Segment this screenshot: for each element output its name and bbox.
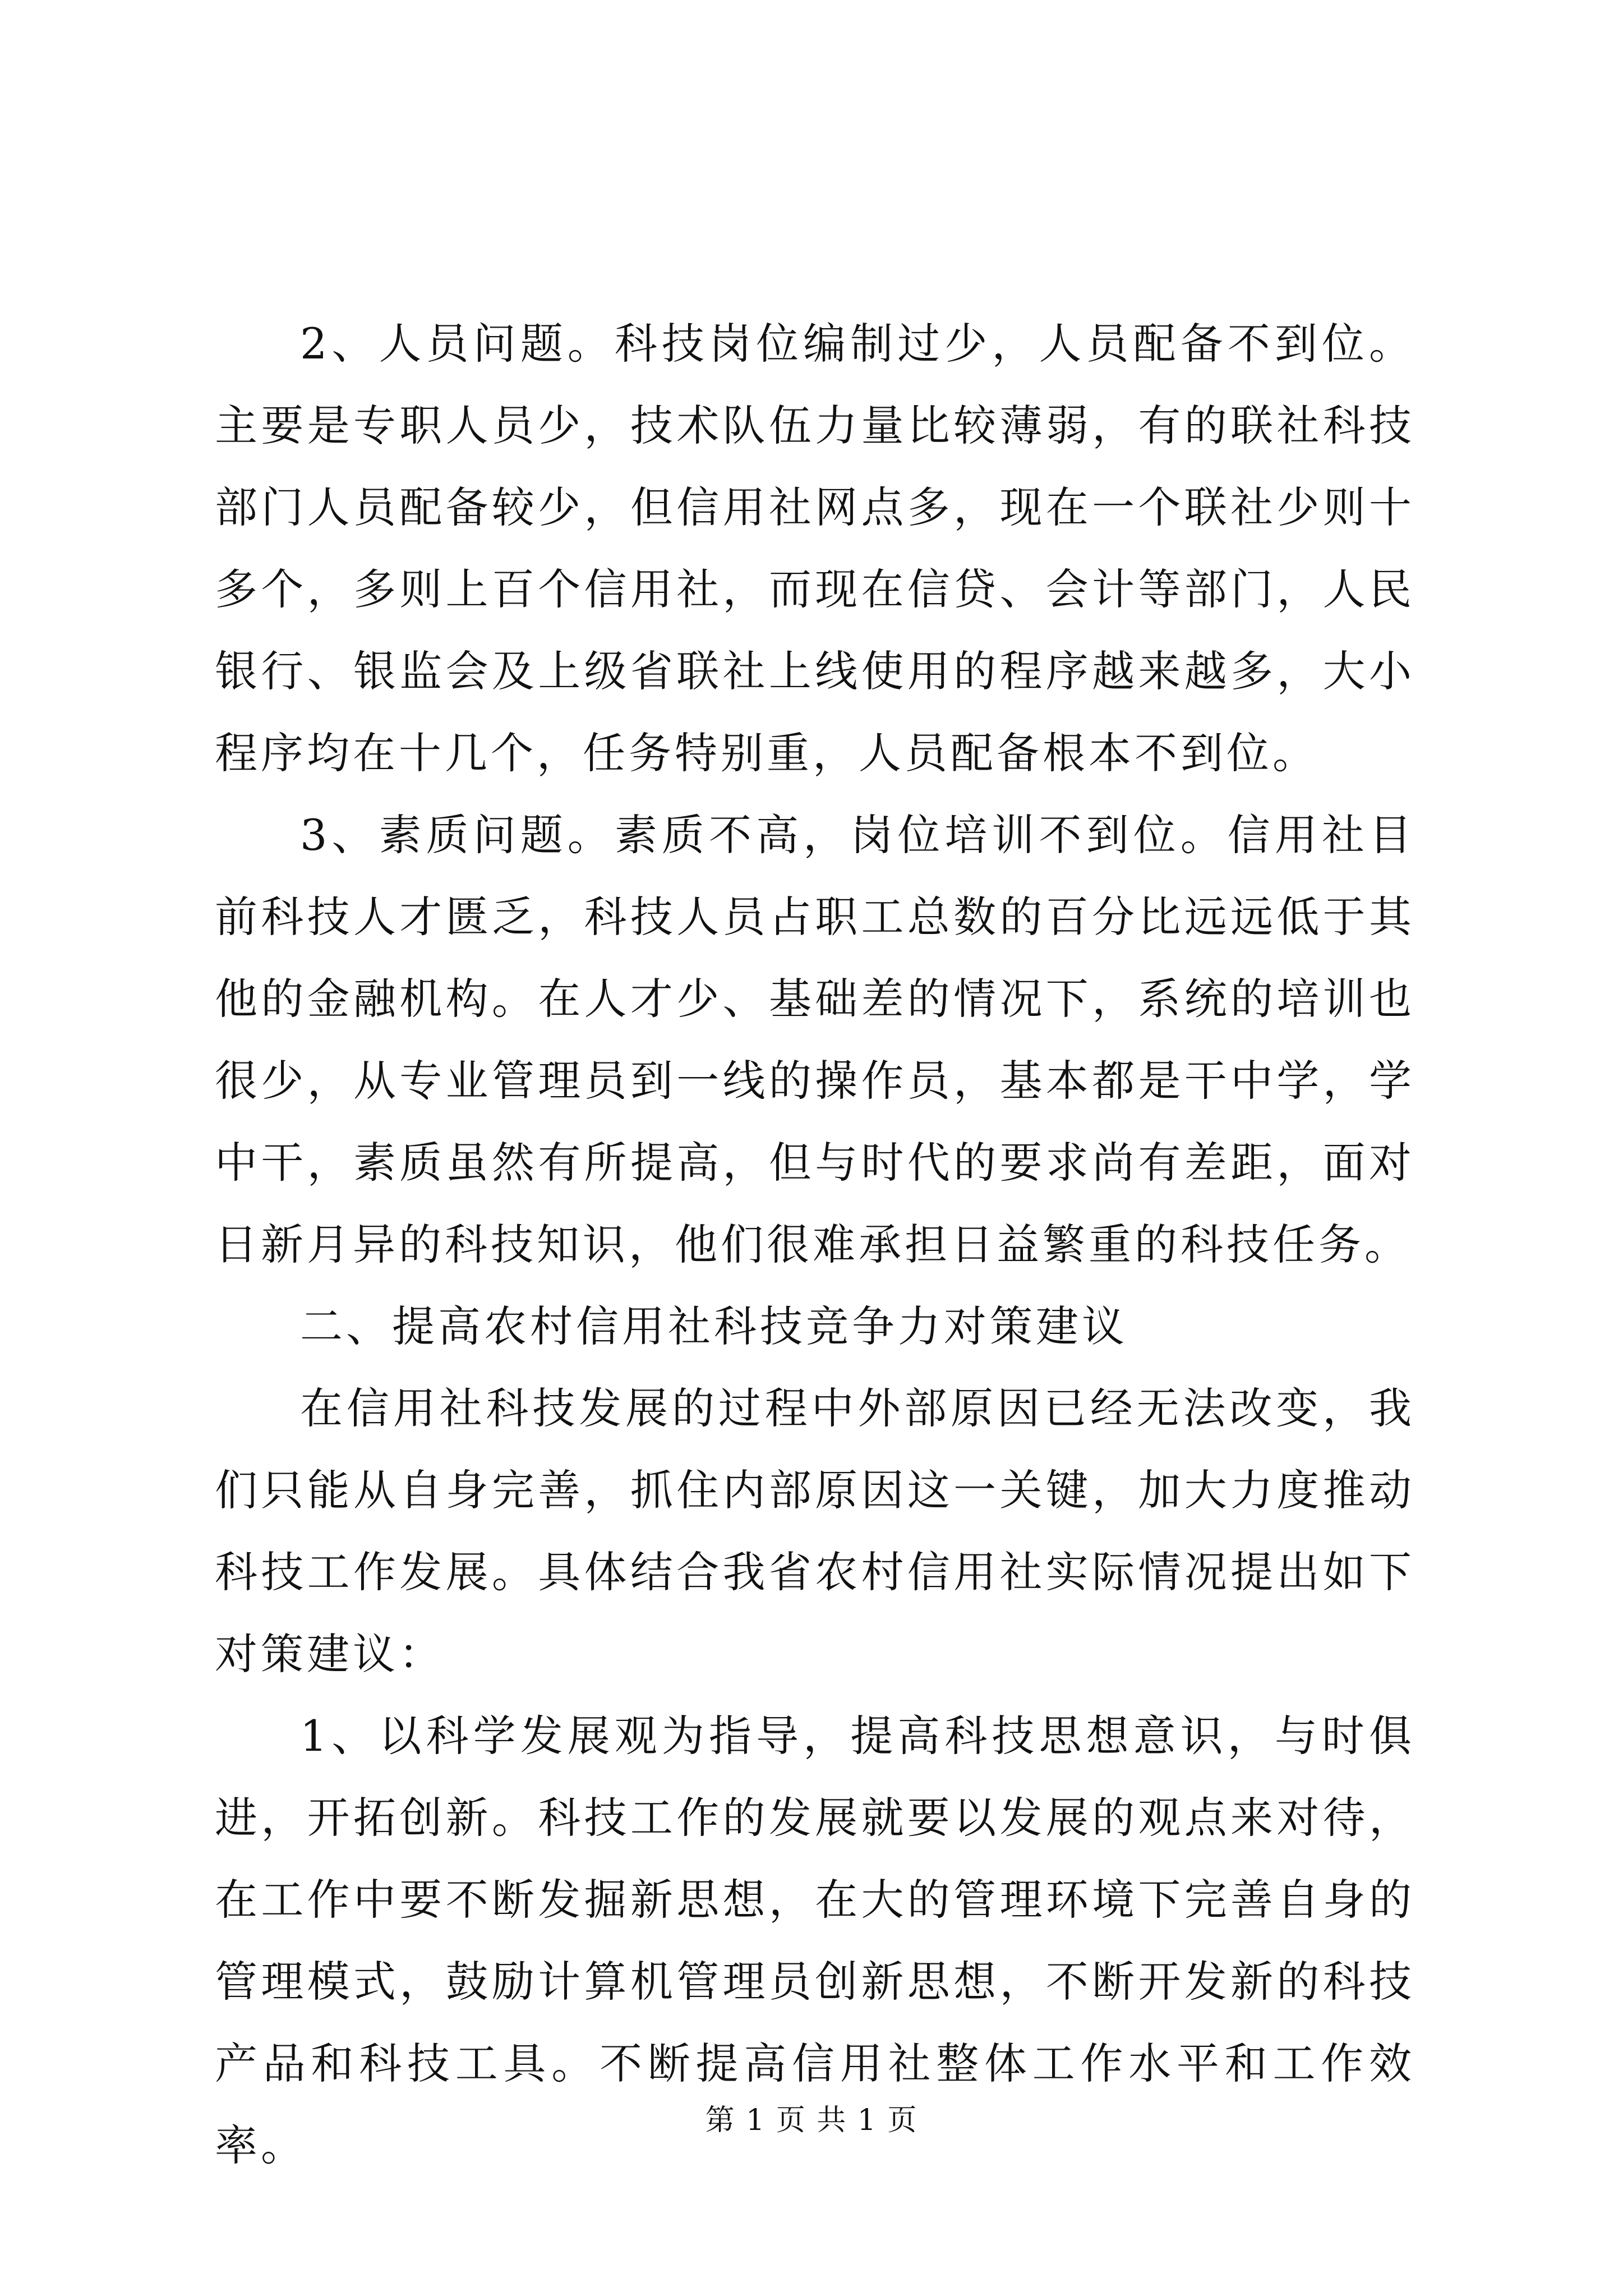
section-heading: 二、提高农村信用社科技竞争力对策建议: [300, 1301, 1128, 1351]
paragraph-recommendation-1: 1、以科学发展观为指导，提高科技思想意识，与时俱进，开拓创新。科技工作的发展就要以发展的观点来对待，在工作中要不断发掘新思想，在大的管理环境下完善自身的管理模式，鼓励计算机管理员创新思想，不断开发新的科技产品和科技工具。不断提高信用社整体工作水平和工作效率。: [215, 1711, 1415, 2170]
document-body: [215, 303, 1415, 2187]
paragraph-intro: 在信用社科技发展的过程中外部原因已经无法改变，我们只能从自身完善，抓住内部原因这一关键，加大力度推动科技工作发展。具体结合我省农村信用社实际情况提出如下对策建议：: [215, 1383, 1415, 1679]
paragraph-staffing-issue: 2、人员问题。科技岗位编制过少，人员配备不到位。主要是专职人员少，技术队伍力量比较薄弱，有的联社科技部门人员配备较少，但信用社网点多，现在一个联社少则十多个，多则上百个信用社，而现在信贷、会计等部门，人民银行、银监会及上级省联社上线使用的程序越来越多，大小程序均在十几个，任务特别重，人员配备根本不到位。: [215, 319, 1415, 778]
page-footer: 第 1 页 共 1 页: [705, 2104, 918, 2137]
paragraph-quality-issue: 3、素质问题。素质不高，岗位培训不到位。信用社目前科技人才匮乏，科技人员占职工总数的百分比远远低于其他的金融机构。在人才少、基础差的情况下，系统的培训也很少，从专业管理员到一线的操作员，基本都是干中学，学中干，素质虽然有所提高，但与时代的要求尚有差距，面对日新月异的科技知识，他们很难承担日益繁重的科技任务。: [215, 810, 1415, 1269]
